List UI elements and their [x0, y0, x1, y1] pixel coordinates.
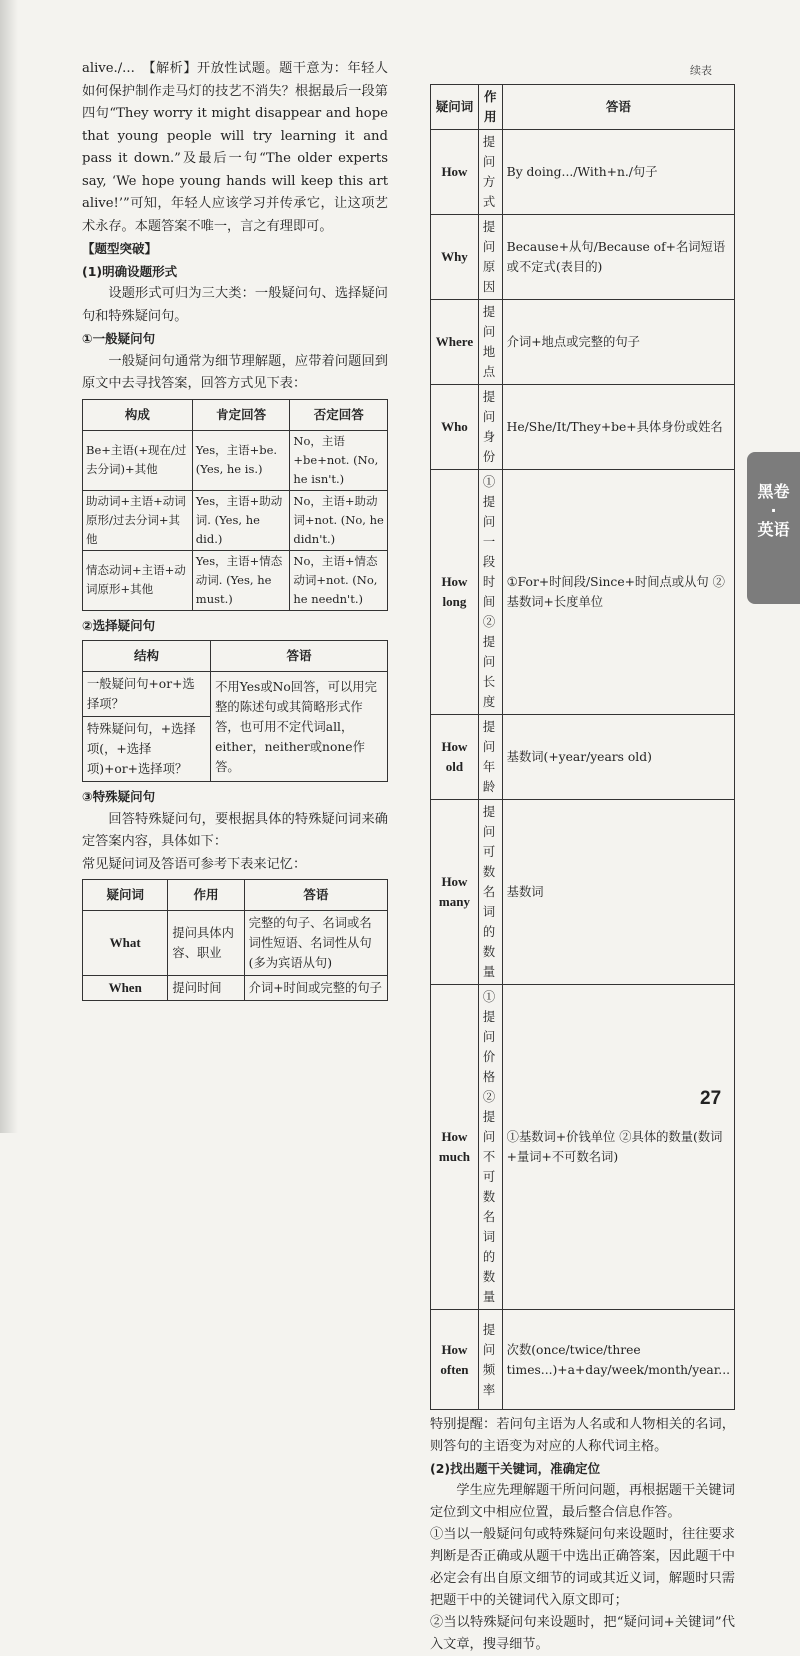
question-word: How — [431, 130, 479, 215]
side-tab-text: 英语 — [757, 520, 790, 539]
paragraph-method-2: ②当以特殊疑问句来设题时，把“疑问词+关键词”代入文章，搜寻细节。 — [430, 1615, 735, 1652]
table-cell: 介词+地点或完整的句子 — [502, 300, 734, 385]
table-header: 答语 — [211, 641, 388, 672]
table-header: 疑问词 — [83, 880, 168, 911]
table-cell: 提问频率 — [478, 1310, 502, 1410]
choice-question-table — [82, 640, 388, 782]
table-cell: He/She/It/They+be+具体身份或姓名 — [502, 385, 734, 470]
question-word: What — [83, 911, 168, 976]
table-header: 疑问词 — [431, 85, 479, 130]
table-cell: 助动词+主语+动词原形/过去分词+其他 — [83, 490, 193, 550]
side-tab-text: 黑卷 — [757, 482, 790, 501]
table-header: 答语 — [244, 880, 387, 911]
general-question-table — [82, 399, 388, 611]
table-cell: Be+主语(+现在/过去分词)+其他 — [83, 430, 193, 490]
question-word-table — [82, 879, 388, 1001]
table-row — [83, 911, 388, 976]
table-cell: 特殊疑问句，+选择项(，+选择项)+or+选择项？ — [83, 717, 211, 782]
table-cell: 基数词 — [502, 800, 734, 985]
question-word: How long — [431, 470, 479, 715]
table-header: 否定回答 — [290, 399, 388, 430]
table-row — [431, 470, 735, 715]
analysis-paragraph: alive./... 【解析】开放性试题。题干意为：年轻人如何保护制作走马灯的技艺不消失？根据最后一段第四句“They worry it might disappear and hope that young people will try learning it and pass it down.”及最后一句“The older experts say, ‘We hope young hands will keep this art alive!’”可知，年轻人应该学习并传承它，让这项艺术永存。本题答案不唯一，言之有理即可。 — [82, 61, 388, 234]
table-header: 结构 — [83, 641, 211, 672]
table-row — [83, 550, 388, 610]
paragraph-keywords: 学生应先理解题干所问问题，再根据题干关键词定位到文中相应位置，最后整合信息作答。 — [430, 1483, 735, 1520]
table-cell: ①提问一段时间 ②提问长度 — [478, 470, 502, 715]
special-tip: 特别提醒：若问句主语为人名或和人物相关的名词，则答句的主语变为对应的人称代词主格。 — [430, 1417, 735, 1454]
question-word: How many — [431, 800, 479, 985]
heading-choice-question: ②选择疑问句 — [82, 617, 156, 633]
table-cell: 情态动词+主语+动词原形+其他 — [83, 550, 193, 610]
table-cell: 提问地点 — [478, 300, 502, 385]
right-column — [430, 58, 735, 1656]
table-cell: 提问原因 — [478, 215, 502, 300]
table-row — [83, 672, 388, 717]
table-cell: 提问具体内容、职业 — [168, 911, 244, 976]
table-cell: Yes，主语+情态动词. (Yes, he must.) — [192, 550, 290, 610]
table-cell: ①For+时间段/Since+时间点或从句 ②基数词+长度单位 — [502, 470, 734, 715]
question-word: When — [83, 976, 168, 1001]
heading-special-question: ③特殊疑问句 — [82, 789, 156, 804]
table-header: 作用 — [168, 880, 244, 911]
table-row — [431, 800, 735, 985]
heading-general-question: ①一般疑问句 — [82, 331, 156, 346]
paragraph-method-1: ①当以一般疑问句或特殊疑问句来设题时，往往要求判断是否正确或从题干中选出正确答案，因此题干中必定会有出自原文细节的词或其近义词，解题时只需把题干中的关键词代入原文即可； — [430, 1527, 735, 1608]
table-cell: 基数词(+year/years old) — [502, 715, 734, 800]
page-number: 27 — [700, 1088, 722, 1109]
question-word: Who — [431, 385, 479, 470]
table-row — [83, 490, 388, 550]
table-row — [83, 976, 388, 1001]
table-row — [431, 130, 735, 215]
table-cell: ①基数词+价钱单位 ②具体的数量(数词+量词+不可数名词) — [502, 985, 734, 1310]
table-header: 构成 — [83, 399, 193, 430]
table-row — [431, 715, 735, 800]
table-cell: 提问可数名词的数量 — [478, 800, 502, 985]
table-row — [431, 300, 735, 385]
table-cell: Because+从句/Because of+名词短语或不定式(表目的) — [502, 215, 734, 300]
question-word: How much — [431, 985, 479, 1310]
table-cell: 一般疑问句+or+选择项？ — [83, 672, 211, 717]
table-row — [431, 1310, 735, 1410]
left-column — [82, 58, 388, 1001]
table-cell: 提问年龄 — [478, 715, 502, 800]
table-cell: ①提问价格 ②提问不可数名词的数量 — [478, 985, 502, 1310]
heading-question-form: (1)明确设题形式 — [82, 263, 178, 279]
page-binding-shadow — [0, 0, 18, 1133]
side-tab-text: · — [770, 501, 777, 520]
heading-keywords: (2)找出题干关键词，准确定位 — [430, 1461, 601, 1476]
question-word: Where — [431, 300, 479, 385]
table-cell: 提问身份 — [478, 385, 502, 470]
table-cell: 不用Yes或No回答，可以用完整的陈述句或其简略形式作答，也可用不定代词all，either，neither或none作答。 — [211, 672, 388, 782]
table-cell: Yes，主语+助动词. (Yes, he did.) — [192, 490, 290, 550]
paragraph-common-words: 常见疑问词及答语可参考下表来记忆： — [82, 856, 307, 872]
table-cell: No，主语+情态动词+not. (No, he needn't.) — [290, 550, 388, 610]
question-word: How often — [431, 1310, 479, 1410]
table-cell: No，主语+be+not. (No, he isn't.) — [290, 430, 388, 490]
table-header: 肯定回答 — [192, 399, 290, 430]
question-word: How old — [431, 715, 479, 800]
question-word: Why — [431, 215, 479, 300]
question-word-table-continued — [430, 84, 735, 1410]
table-header: 作用 — [478, 85, 502, 130]
table-row — [83, 430, 388, 490]
table-cell: By doing.../With+n./句子 — [502, 130, 734, 215]
table-row — [431, 985, 735, 1310]
table-cell: Yes，主语+be. (Yes, he is.) — [192, 430, 290, 490]
table-cell: 提问方式 — [478, 130, 502, 215]
paragraph-special-question: 回答特殊疑问句，要根据具体的特殊疑问词来确定答案内容，具体如下： — [82, 811, 388, 849]
table-row — [431, 215, 735, 300]
table-cell: No，主语+助动词+not. (No, he didn't.) — [290, 490, 388, 550]
paragraph-general-question: 一般疑问句通常为细节理解题，应带着问题回到原文中去寻找答案，回答方式见下表： — [82, 353, 388, 391]
paragraph-question-types: 设题形式可归为三大类：一般疑问句、选择疑问句和特殊疑问句。 — [82, 286, 388, 324]
table-cell: 次数(once/twice/three times...)+a+day/week/month/year... — [502, 1310, 734, 1410]
table-row — [431, 385, 735, 470]
table-header: 答语 — [502, 85, 734, 130]
section-heading: 【题型突破】 — [82, 241, 158, 256]
table-cell: 完整的句子、名词或名词性短语、名词性从句(多为宾语从句) — [244, 911, 387, 976]
table-cell: 提问时间 — [168, 976, 244, 1001]
table-cell: 介词+时间或完整的句子 — [244, 976, 387, 1001]
continued-label: 续表 — [690, 64, 712, 77]
subject-side-tab — [747, 452, 800, 604]
